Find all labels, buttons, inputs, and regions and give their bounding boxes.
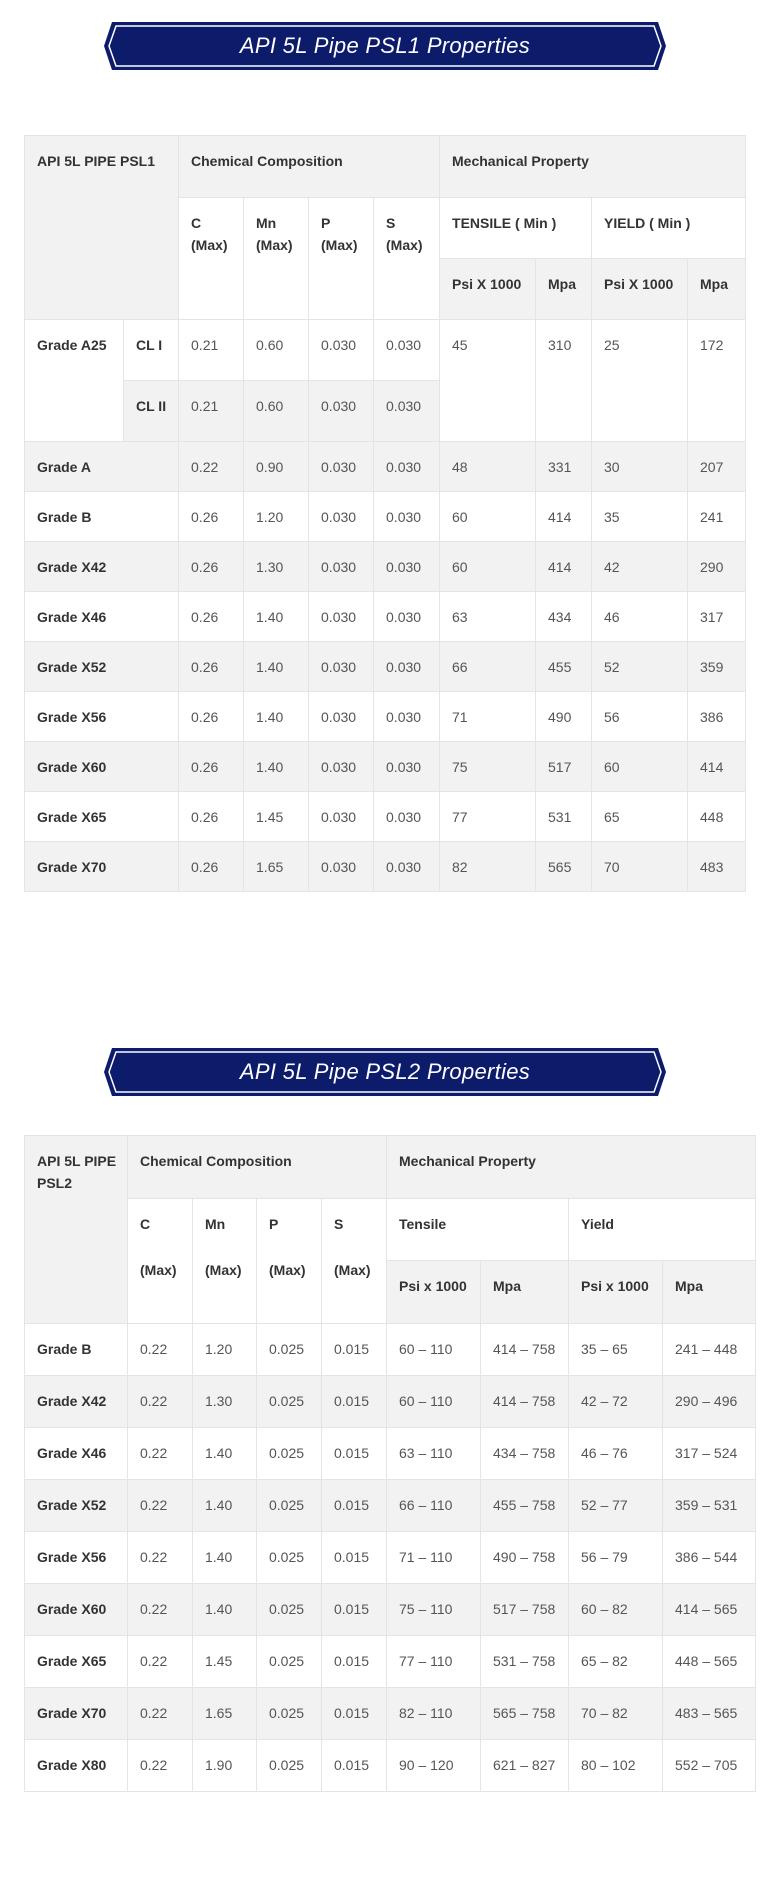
p-cell: 0.025: [257, 1532, 322, 1584]
psl1-tensile-mpa-header: Mpa: [536, 259, 592, 320]
table-row: [25, 1480, 756, 1532]
mn-cell: 1.40: [244, 692, 309, 742]
p-cell: 0.025: [257, 1584, 322, 1636]
table-row: [25, 1688, 756, 1740]
p-cell: 0.030: [309, 642, 374, 692]
yield-mpa-cell: 317: [688, 592, 746, 642]
c-cell: 0.26: [179, 842, 244, 892]
tensile-psi-cell: 63: [440, 592, 536, 642]
psl2-tensile-psi-header: Psi x 1000: [387, 1261, 481, 1324]
yield-psi-cell: 46: [592, 592, 688, 642]
psl1-tensile-header: TENSILE ( Min ): [440, 198, 592, 259]
c-cell: 0.26: [179, 542, 244, 592]
grade-cell: Grade X65: [25, 792, 179, 842]
psl1-c-header: C (Max): [179, 198, 244, 320]
c-cell: 0.26: [179, 692, 244, 742]
c-cell: 0.22: [128, 1636, 193, 1688]
c-cell: 0.26: [179, 742, 244, 792]
psl1-table: [24, 135, 746, 892]
yield-psi-cell: 42 – 72: [569, 1376, 663, 1428]
p-cell: 0.025: [257, 1428, 322, 1480]
s-cell: 0.030: [374, 381, 440, 442]
p-cell: 0.025: [257, 1688, 322, 1740]
p-cell: 0.025: [257, 1480, 322, 1532]
yield-psi-cell: 60 – 82: [569, 1584, 663, 1636]
tensile-psi-cell: 77 – 110: [387, 1636, 481, 1688]
yield-mpa-cell: 552 – 705: [663, 1740, 756, 1792]
grade-cell: Grade A25: [25, 320, 124, 442]
c-cell: 0.22: [179, 442, 244, 492]
c-cell: 0.22: [128, 1740, 193, 1792]
psl2-product-header: API 5L PIPE PSL2: [25, 1136, 128, 1324]
yield-mpa-cell: 290 – 496: [663, 1376, 756, 1428]
mn-cell: 1.40: [193, 1428, 257, 1480]
yield-mpa-cell: 448 – 565: [663, 1636, 756, 1688]
mn-cell: 0.60: [244, 320, 309, 381]
psl1-title: API 5L Pipe PSL1 Properties: [239, 33, 531, 58]
s-cell: 0.015: [322, 1584, 387, 1636]
tensile-psi-cell: 60: [440, 492, 536, 542]
tensile-mpa-cell: 621 – 827: [481, 1740, 569, 1792]
p-cell: 0.025: [257, 1324, 322, 1376]
mn-cell: 0.60: [244, 381, 309, 442]
yield-psi-cell: 52: [592, 642, 688, 692]
c-cell: 0.22: [128, 1584, 193, 1636]
p-cell: 0.030: [309, 792, 374, 842]
yield-mpa-cell: 386 – 544: [663, 1532, 756, 1584]
table-row: [25, 320, 746, 381]
s-cell: 0.015: [322, 1376, 387, 1428]
s-cell: 0.015: [322, 1688, 387, 1740]
psl1-mn-header: Mn (Max): [244, 198, 309, 320]
table-row: [25, 592, 746, 642]
tensile-psi-cell: 60 – 110: [387, 1376, 481, 1428]
tensile-mpa-cell: 490 – 758: [481, 1532, 569, 1584]
s-cell: 0.015: [322, 1480, 387, 1532]
table-row: [25, 742, 746, 792]
mn-cell: 1.65: [193, 1688, 257, 1740]
mn-cell: 1.20: [244, 492, 309, 542]
tensile-psi-cell: 48: [440, 442, 536, 492]
tensile-psi-cell: 60: [440, 542, 536, 592]
psl2-yield-mpa-header: Mpa: [663, 1261, 756, 1324]
grade-cell: Grade X60: [25, 742, 179, 792]
yield-psi-cell: 35 – 65: [569, 1324, 663, 1376]
p-cell: 0.030: [309, 742, 374, 792]
p-cell: 0.030: [309, 692, 374, 742]
c-cell: 0.21: [179, 381, 244, 442]
mn-cell: 0.90: [244, 442, 309, 492]
tensile-psi-cell: 60 – 110: [387, 1324, 481, 1376]
c-cell: 0.22: [128, 1376, 193, 1428]
psl1-p-header: P (Max): [309, 198, 374, 320]
mn-cell: 1.40: [193, 1584, 257, 1636]
psl2-yield-header: Yield: [569, 1199, 756, 1261]
yield-mpa-cell: 317 – 524: [663, 1428, 756, 1480]
c-cell: 0.26: [179, 642, 244, 692]
yield-mpa-cell: 386: [688, 692, 746, 742]
table-row: [25, 792, 746, 842]
s-cell: 0.030: [374, 742, 440, 792]
tensile-mpa-cell: 531 – 758: [481, 1636, 569, 1688]
mn-cell: 1.30: [193, 1376, 257, 1428]
psl2-banner: [102, 1046, 668, 1098]
psl2-p-header: P (Max): [257, 1199, 322, 1324]
s-cell: 0.015: [322, 1532, 387, 1584]
tensile-mpa-cell: 531: [536, 792, 592, 842]
c-cell: 0.26: [179, 492, 244, 542]
table-row: [25, 1532, 756, 1584]
tensile-mpa-cell: 414: [536, 542, 592, 592]
table-row: [25, 1376, 756, 1428]
yield-psi-cell: 52 – 77: [569, 1480, 663, 1532]
p-cell: 0.025: [257, 1740, 322, 1792]
c-cell: 0.22: [128, 1428, 193, 1480]
p-cell: 0.030: [309, 592, 374, 642]
yield-psi-cell: 25: [592, 320, 688, 442]
tensile-psi-cell: 66: [440, 642, 536, 692]
tensile-psi-cell: 71 – 110: [387, 1532, 481, 1584]
psl2-c-header: C (Max): [128, 1199, 193, 1324]
grade-cell: Grade B: [25, 1324, 128, 1376]
psl2-chemical-header: Chemical Composition: [128, 1136, 387, 1199]
yield-psi-cell: 60: [592, 742, 688, 792]
s-cell: 0.030: [374, 492, 440, 542]
mn-cell: 1.40: [193, 1480, 257, 1532]
s-cell: 0.030: [374, 320, 440, 381]
s-cell: 0.030: [374, 542, 440, 592]
c-cell: 0.22: [128, 1532, 193, 1584]
tensile-psi-cell: 75 – 110: [387, 1584, 481, 1636]
psl1-yield-psi-header: Psi X 1000: [592, 259, 688, 320]
table-row: [25, 492, 746, 542]
grade-cell: Grade X46: [25, 1428, 128, 1480]
s-cell: 0.030: [374, 442, 440, 492]
tensile-psi-cell: 77: [440, 792, 536, 842]
c-cell: 0.22: [128, 1324, 193, 1376]
yield-psi-cell: 35: [592, 492, 688, 542]
yield-mpa-cell: 290: [688, 542, 746, 592]
psl2-yield-psi-header: Psi x 1000: [569, 1261, 663, 1324]
tensile-mpa-cell: 455: [536, 642, 592, 692]
tensile-mpa-cell: 331: [536, 442, 592, 492]
yield-psi-cell: 56: [592, 692, 688, 742]
table-row: [25, 842, 746, 892]
s-cell: 0.015: [322, 1636, 387, 1688]
tensile-mpa-cell: 517: [536, 742, 592, 792]
mn-cell: 1.90: [193, 1740, 257, 1792]
yield-mpa-cell: 359: [688, 642, 746, 692]
grade-cell: Grade X65: [25, 1636, 128, 1688]
yield-mpa-cell: 448: [688, 792, 746, 842]
psl2-table: [24, 1135, 756, 1792]
psl2-tensile-mpa-header: Mpa: [481, 1261, 569, 1324]
tensile-mpa-cell: 565: [536, 842, 592, 892]
table-row: [25, 692, 746, 742]
yield-psi-cell: 70: [592, 842, 688, 892]
yield-psi-cell: 80 – 102: [569, 1740, 663, 1792]
grade-cell: Grade X56: [25, 692, 179, 742]
grade-cell: Grade X56: [25, 1532, 128, 1584]
psl2-title: API 5L Pipe PSL2 Properties: [239, 1059, 531, 1084]
tensile-mpa-cell: 414: [536, 492, 592, 542]
yield-mpa-cell: 207: [688, 442, 746, 492]
grade-cell: Grade X52: [25, 1480, 128, 1532]
mn-cell: 1.20: [193, 1324, 257, 1376]
psl1-mechanical-header: Mechanical Property: [440, 136, 746, 198]
grade-cell: Grade X60: [25, 1584, 128, 1636]
grade-cell: Grade X80: [25, 1740, 128, 1792]
yield-psi-cell: 30: [592, 442, 688, 492]
s-cell: 0.030: [374, 642, 440, 692]
tensile-mpa-cell: 455 – 758: [481, 1480, 569, 1532]
table-row: [25, 442, 746, 492]
tensile-psi-cell: 45: [440, 320, 536, 442]
s-cell: 0.015: [322, 1740, 387, 1792]
s-cell: 0.015: [322, 1324, 387, 1376]
psl1-chemical-header: Chemical Composition: [179, 136, 440, 198]
yield-mpa-cell: 414 – 565: [663, 1584, 756, 1636]
p-cell: 0.030: [309, 442, 374, 492]
tensile-mpa-cell: 434 – 758: [481, 1428, 569, 1480]
c-cell: 0.26: [179, 792, 244, 842]
s-cell: 0.030: [374, 792, 440, 842]
table-row: [25, 1428, 756, 1480]
grade-cell: Grade X46: [25, 592, 179, 642]
tensile-mpa-cell: 565 – 758: [481, 1688, 569, 1740]
psl1-product-header: API 5L PIPE PSL1: [25, 136, 179, 320]
grade-cell: Grade X70: [25, 1688, 128, 1740]
grade-cell: Grade X70: [25, 842, 179, 892]
tensile-mpa-cell: 490: [536, 692, 592, 742]
yield-mpa-cell: 359 – 531: [663, 1480, 756, 1532]
table-row: [25, 1584, 756, 1636]
tensile-mpa-cell: 434: [536, 592, 592, 642]
tensile-psi-cell: 66 – 110: [387, 1480, 481, 1532]
mn-cell: 1.40: [244, 592, 309, 642]
grade-cell: Grade A: [25, 442, 179, 492]
table-row: [25, 1324, 756, 1376]
yield-psi-cell: 65: [592, 792, 688, 842]
p-cell: 0.030: [309, 320, 374, 381]
tensile-mpa-cell: 310: [536, 320, 592, 442]
class-cell: CL I: [124, 320, 179, 381]
yield-mpa-cell: 414: [688, 742, 746, 792]
psl1-yield-header: YIELD ( Min ): [592, 198, 746, 259]
class-cell: CL II: [124, 381, 179, 442]
table-row: [25, 642, 746, 692]
psl1-tensile-psi-header: Psi X 1000: [440, 259, 536, 320]
grade-cell: Grade X42: [25, 1376, 128, 1428]
grade-cell: Grade X52: [25, 642, 179, 692]
tensile-psi-cell: 71: [440, 692, 536, 742]
psl1-yield-mpa-header: Mpa: [688, 259, 746, 320]
tensile-mpa-cell: 517 – 758: [481, 1584, 569, 1636]
tensile-psi-cell: 63 – 110: [387, 1428, 481, 1480]
psl2-tensile-header: Tensile: [387, 1199, 569, 1261]
psl2-mn-header: Mn (Max): [193, 1199, 257, 1324]
yield-mpa-cell: 172: [688, 320, 746, 442]
yield-psi-cell: 65 – 82: [569, 1636, 663, 1688]
yield-psi-cell: 42: [592, 542, 688, 592]
mn-cell: 1.45: [193, 1636, 257, 1688]
s-cell: 0.030: [374, 692, 440, 742]
yield-psi-cell: 56 – 79: [569, 1532, 663, 1584]
yield-mpa-cell: 241 – 448: [663, 1324, 756, 1376]
psl2-s-header: S (Max): [322, 1199, 387, 1324]
tensile-psi-cell: 82: [440, 842, 536, 892]
table-row: [25, 1636, 756, 1688]
table-row: [25, 1740, 756, 1792]
tensile-psi-cell: 90 – 120: [387, 1740, 481, 1792]
tensile-psi-cell: 75: [440, 742, 536, 792]
yield-mpa-cell: 483: [688, 842, 746, 892]
c-cell: 0.21: [179, 320, 244, 381]
c-cell: 0.22: [128, 1480, 193, 1532]
tensile-psi-cell: 82 – 110: [387, 1688, 481, 1740]
grade-cell: Grade B: [25, 492, 179, 542]
tensile-mpa-cell: 414 – 758: [481, 1376, 569, 1428]
psl1-s-header: S (Max): [374, 198, 440, 320]
p-cell: 0.030: [309, 542, 374, 592]
psl1-banner: [102, 20, 668, 72]
tensile-mpa-cell: 414 – 758: [481, 1324, 569, 1376]
mn-cell: 1.45: [244, 792, 309, 842]
table-row: [25, 542, 746, 592]
yield-psi-cell: 46 – 76: [569, 1428, 663, 1480]
c-cell: 0.22: [128, 1688, 193, 1740]
p-cell: 0.030: [309, 492, 374, 542]
c-cell: 0.26: [179, 592, 244, 642]
yield-mpa-cell: 483 – 565: [663, 1688, 756, 1740]
psl2-mechanical-header: Mechanical Property: [387, 1136, 756, 1199]
mn-cell: 1.40: [244, 742, 309, 792]
s-cell: 0.030: [374, 842, 440, 892]
yield-mpa-cell: 241: [688, 492, 746, 542]
mn-cell: 1.40: [193, 1532, 257, 1584]
p-cell: 0.030: [309, 381, 374, 442]
s-cell: 0.015: [322, 1428, 387, 1480]
p-cell: 0.025: [257, 1636, 322, 1688]
p-cell: 0.025: [257, 1376, 322, 1428]
grade-cell: Grade X42: [25, 542, 179, 592]
yield-psi-cell: 70 – 82: [569, 1688, 663, 1740]
mn-cell: 1.65: [244, 842, 309, 892]
s-cell: 0.030: [374, 592, 440, 642]
p-cell: 0.030: [309, 842, 374, 892]
mn-cell: 1.40: [244, 642, 309, 692]
mn-cell: 1.30: [244, 542, 309, 592]
